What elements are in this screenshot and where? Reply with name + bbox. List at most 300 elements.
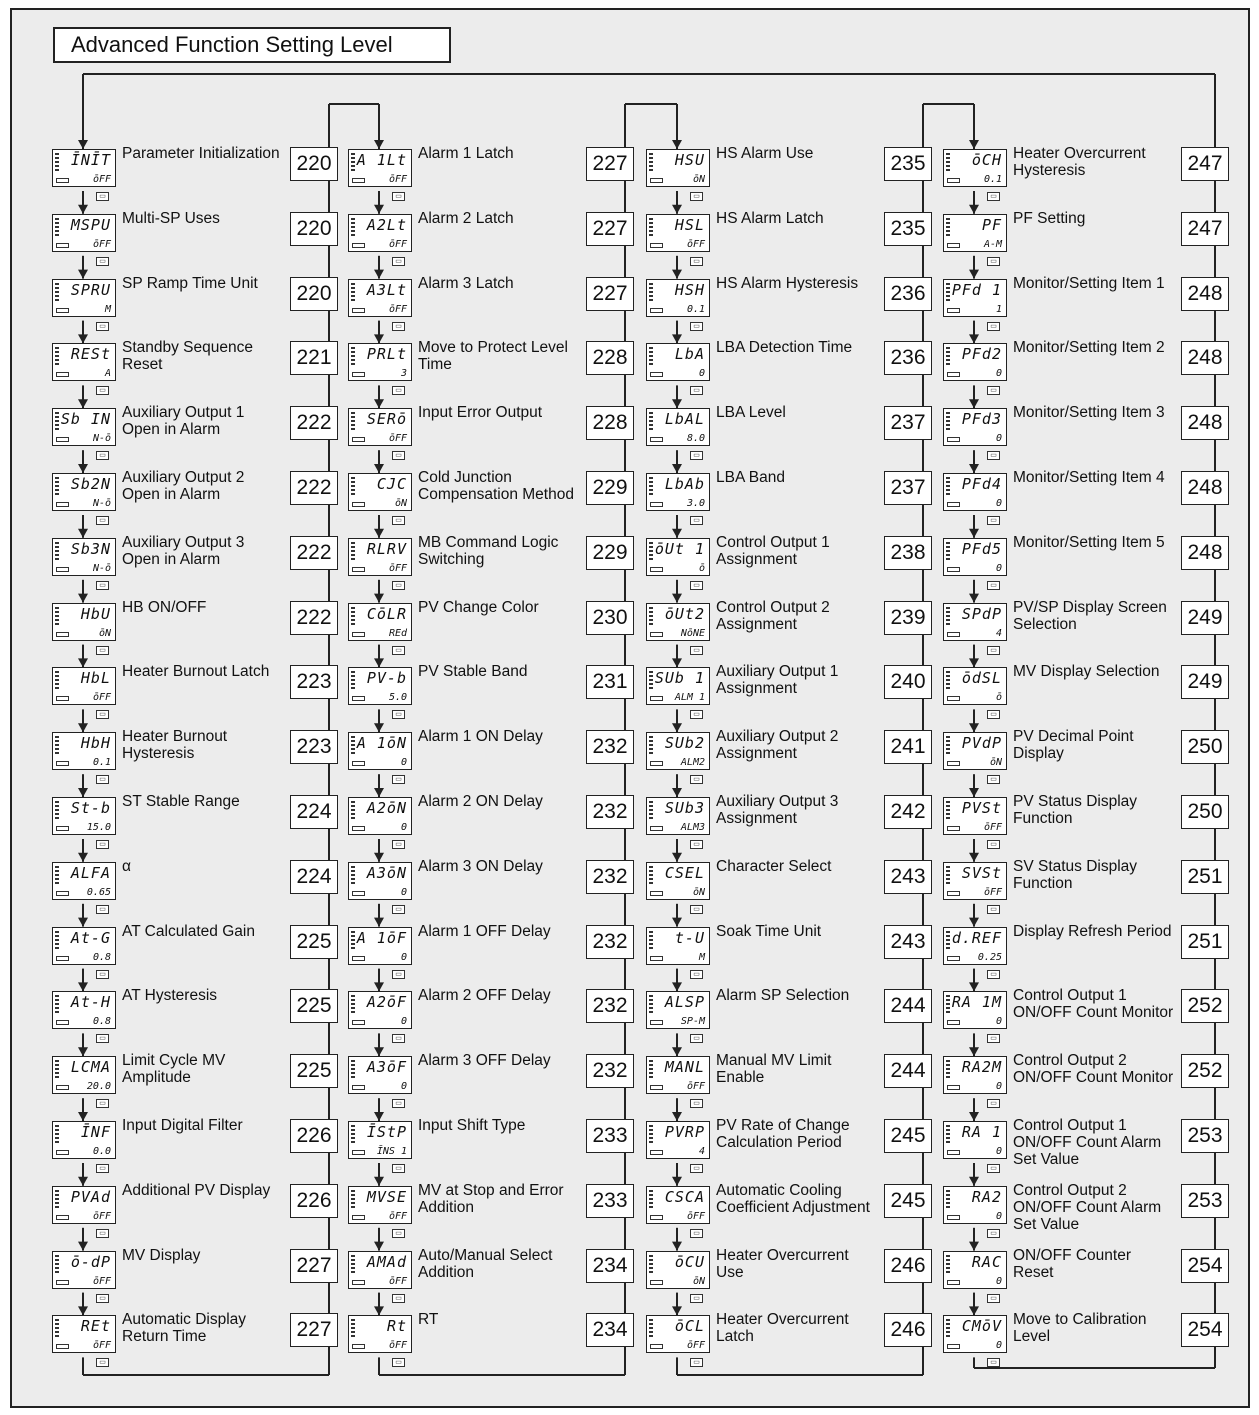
lcd-status-indicator <box>947 1344 960 1349</box>
parameter-item <box>943 858 1243 922</box>
parameter-code: RA 1 <box>961 1123 1002 1141</box>
lcd-status-indicator <box>650 1085 663 1090</box>
parameter-value: ōFF <box>388 303 407 315</box>
parameter-value: ALM3 <box>680 822 705 833</box>
parameter-item <box>52 1117 352 1181</box>
parameter-item <box>646 858 946 922</box>
page-number: 243 <box>884 925 932 959</box>
page-number: 221 <box>290 341 338 375</box>
lcd-indicator-bars <box>351 995 355 1013</box>
page-number: 244 <box>884 1054 932 1088</box>
mode-key-icon: ▭ <box>96 1229 109 1238</box>
lcd-display <box>348 279 412 317</box>
parameter-code: PVRP <box>664 1123 705 1141</box>
parameter-code: RESt <box>70 345 111 364</box>
mode-key-icon: ▭ <box>690 516 703 525</box>
page-number: 233 <box>586 1184 634 1218</box>
page-number: 220 <box>290 277 338 311</box>
parameter-item <box>646 1311 946 1375</box>
parameter-item <box>943 404 1243 468</box>
parameter-item <box>646 210 946 274</box>
lcd-display <box>348 538 412 576</box>
lcd-indicator-bars <box>649 1060 653 1078</box>
parameter-item <box>348 469 648 533</box>
parameter-value: M <box>698 951 705 963</box>
mode-key-icon: ▭ <box>392 1294 405 1303</box>
page-number: 229 <box>586 471 634 505</box>
parameter-item <box>52 728 352 792</box>
parameter-label: Input Error Output <box>418 404 543 422</box>
lcd-status-indicator <box>650 1150 663 1155</box>
lcd-indicator-bars <box>649 866 653 884</box>
lcd-display <box>52 991 116 1029</box>
parameter-code: LCMA <box>70 1058 111 1077</box>
parameter-code: Sb IN <box>60 410 111 429</box>
lcd-status-indicator <box>352 437 365 442</box>
lcd-indicator-bars <box>649 801 653 819</box>
lcd-status-indicator <box>56 632 69 637</box>
parameter-item <box>52 1182 352 1246</box>
lcd-indicator-bars <box>351 477 355 495</box>
lcd-display <box>646 279 710 317</box>
parameter-label: Heater Burnout Latch <box>122 663 270 681</box>
parameter-code: ōdSL <box>961 669 1002 688</box>
mode-key-icon: ▭ <box>96 451 109 460</box>
page-number: 238 <box>884 536 932 570</box>
lcd-indicator-bars <box>649 542 653 560</box>
page-number: 247 <box>1181 147 1229 181</box>
page-number: 232 <box>586 860 634 894</box>
lcd-indicator-bars <box>351 283 355 301</box>
parameter-code: t-U <box>674 928 705 947</box>
lcd-indicator-bars <box>55 1190 59 1208</box>
mode-key-icon: ▭ <box>392 386 405 395</box>
parameter-value: 0.1 <box>983 174 1002 185</box>
lcd-status-indicator <box>56 1085 69 1090</box>
page-number: 232 <box>586 925 634 959</box>
parameter-label: Alarm 1 OFF Delay <box>418 922 551 940</box>
mode-key-icon: ▭ <box>96 581 109 590</box>
parameter-label: SP Ramp Time Unit <box>122 274 258 292</box>
page-number: 245 <box>884 1184 932 1218</box>
parameter-value: A <box>104 368 111 380</box>
lcd-indicator-bars <box>946 283 950 301</box>
parameter-label: MB Command Logic Switching <box>418 533 559 568</box>
mode-key-icon: ▭ <box>392 1099 405 1108</box>
parameter-item <box>52 404 352 468</box>
mode-key-icon: ▭ <box>690 192 703 201</box>
parameter-label: Monitor/Setting Item 4 <box>1013 469 1165 486</box>
lcd-display <box>348 1056 412 1094</box>
parameter-item <box>348 1117 648 1181</box>
parameter-label: HB ON/OFF <box>122 598 207 616</box>
parameter-label: Automatic Cooling Coefficient Adjustment <box>716 1181 870 1216</box>
lcd-display <box>52 603 116 641</box>
lcd-indicator-bars <box>946 542 950 560</box>
lcd-display <box>348 797 412 835</box>
parameter-item <box>943 599 1243 663</box>
page-number: 222 <box>290 471 338 505</box>
page-number: 248 <box>1181 277 1229 311</box>
parameter-label: α <box>122 857 131 875</box>
lcd-indicator-bars <box>946 607 950 625</box>
parameter-code: A2ōF <box>366 993 407 1012</box>
parameter-code: ōUt 1 <box>654 539 705 558</box>
lcd-display <box>52 214 116 252</box>
parameter-label: Monitor/Setting Item 5 <box>1013 533 1165 551</box>
parameter-item <box>943 987 1243 1051</box>
parameter-code: ALFA <box>70 863 111 882</box>
parameter-value: ōFF <box>92 1340 111 1352</box>
parameter-value: 3.0 <box>686 498 705 509</box>
parameter-value: ōFF <box>388 1210 407 1222</box>
parameter-item <box>646 663 946 727</box>
page-number: 222 <box>290 406 338 440</box>
lcd-display <box>943 538 1007 576</box>
parameter-item <box>646 1247 946 1311</box>
parameter-item <box>943 469 1243 533</box>
lcd-indicator-bars <box>351 218 355 236</box>
lcd-indicator-bars <box>55 477 59 495</box>
lcd-display <box>348 408 412 446</box>
parameter-value: ōN <box>989 757 1002 769</box>
parameter-code: A 1Lt <box>356 151 407 169</box>
lcd-display <box>52 538 116 576</box>
parameter-item <box>52 469 352 533</box>
parameter-label: HS Alarm Latch <box>716 209 824 227</box>
lcd-indicator-bars <box>946 1319 950 1337</box>
parameter-label: Limit Cycle MV Amplitude <box>122 1052 226 1087</box>
lcd-status-indicator <box>352 696 365 701</box>
page-number: 220 <box>290 212 338 246</box>
mode-key-icon: ▭ <box>96 646 109 655</box>
parameter-code: CSCA <box>664 1187 705 1206</box>
parameter-code: At-G <box>70 928 111 947</box>
lcd-status-indicator <box>947 243 960 248</box>
lcd-indicator-bars <box>55 1125 59 1143</box>
parameter-item <box>348 534 648 598</box>
parameter-label: PV Rate of Change Calculation Period <box>716 1117 850 1151</box>
mode-key-icon: ▭ <box>96 840 109 849</box>
parameter-item <box>646 339 946 403</box>
page-number: 246 <box>884 1249 932 1283</box>
parameter-label: Alarm 3 OFF Delay <box>418 1052 551 1070</box>
mode-key-icon: ▭ <box>987 646 1000 655</box>
parameter-value: 0 <box>995 368 1002 380</box>
parameter-column <box>646 0 946 1415</box>
parameter-item <box>348 793 648 857</box>
lcd-status-indicator <box>56 1344 69 1349</box>
lcd-status-indicator <box>650 956 663 961</box>
lcd-display <box>348 732 412 770</box>
parameter-label: LBA Band <box>716 469 785 486</box>
parameter-value: ōFF <box>388 1340 407 1352</box>
lcd-display <box>943 214 1007 252</box>
lcd-display <box>52 279 116 317</box>
parameter-item <box>943 1182 1243 1246</box>
lcd-status-indicator <box>352 1280 365 1285</box>
lcd-status-indicator <box>56 1215 69 1220</box>
parameter-item <box>52 1052 352 1116</box>
parameter-code: St-b <box>70 799 111 817</box>
mode-key-icon: ▭ <box>987 1294 1000 1303</box>
mode-key-icon: ▭ <box>392 1034 405 1043</box>
parameter-item <box>943 923 1243 987</box>
lcd-indicator-bars <box>649 477 653 495</box>
page-number: 227 <box>586 147 634 181</box>
lcd-display <box>348 667 412 705</box>
parameter-code: HbL <box>80 669 111 688</box>
mode-key-icon: ▭ <box>392 1164 405 1173</box>
lcd-status-indicator <box>947 502 960 507</box>
parameter-label: Monitor/Setting Item 3 <box>1013 404 1165 422</box>
lcd-indicator-bars <box>946 801 950 819</box>
lcd-indicator-bars <box>351 1255 355 1273</box>
lcd-indicator-bars <box>649 347 653 365</box>
lcd-indicator-bars <box>351 1190 355 1208</box>
parameter-value: ōFF <box>388 433 407 445</box>
page-number: 227 <box>290 1249 338 1283</box>
lcd-display <box>943 927 1007 965</box>
lcd-indicator-bars <box>55 153 59 171</box>
mode-key-icon: ▭ <box>690 386 703 395</box>
parameter-value: 0 <box>995 1146 1002 1157</box>
mode-key-icon: ▭ <box>690 970 703 979</box>
parameter-item <box>943 728 1243 792</box>
lcd-indicator-bars <box>351 347 355 365</box>
parameter-code: d.REF <box>951 928 1002 947</box>
lcd-status-indicator <box>650 437 663 442</box>
mode-key-icon: ▭ <box>392 516 405 525</box>
page-number: 225 <box>290 989 338 1023</box>
page-number: 224 <box>290 860 338 894</box>
lcd-display <box>52 1315 116 1353</box>
mode-key-icon: ▭ <box>987 905 1000 914</box>
lcd-indicator-bars <box>946 218 950 236</box>
parameter-label: PV Decimal Point Display <box>1013 728 1134 763</box>
page-number: 226 <box>290 1184 338 1218</box>
lcd-display <box>943 991 1007 1029</box>
mode-key-icon: ▭ <box>392 1229 405 1238</box>
lcd-status-indicator <box>650 372 663 377</box>
parameter-item <box>943 534 1243 598</box>
lcd-indicator-bars <box>946 1190 950 1208</box>
page-number: 229 <box>586 536 634 570</box>
parameter-label: MV at Stop and Error Addition <box>418 1181 564 1216</box>
lcd-display <box>943 473 1007 511</box>
mode-key-icon: ▭ <box>392 710 405 719</box>
mode-key-icon: ▭ <box>690 710 703 719</box>
lcd-display <box>943 603 1007 641</box>
parameter-code: PFd3 <box>961 410 1002 429</box>
parameter-item <box>348 339 648 403</box>
parameter-value: 0 <box>400 1016 407 1028</box>
parameter-item <box>348 663 648 727</box>
parameter-value: ōFF <box>92 692 111 704</box>
lcd-display <box>646 1315 710 1353</box>
parameter-label: Auxiliary Output 3 Open in Alarm <box>122 533 245 568</box>
page-number: 223 <box>290 665 338 699</box>
parameter-item <box>52 663 352 727</box>
lcd-display <box>52 927 116 965</box>
mode-key-icon: ▭ <box>987 1358 1000 1367</box>
page-number: 253 <box>1181 1119 1229 1153</box>
parameter-value: 0 <box>995 433 1002 445</box>
mode-key-icon: ▭ <box>96 905 109 914</box>
parameter-item <box>52 275 352 339</box>
mode-key-icon: ▭ <box>690 905 703 914</box>
parameter-value: ĪNS 1 <box>376 1146 407 1157</box>
lcd-indicator-bars <box>946 1125 950 1143</box>
lcd-indicator-bars <box>351 801 355 819</box>
parameter-value: REd <box>388 627 407 639</box>
lcd-indicator-bars <box>946 1255 950 1273</box>
lcd-display <box>348 1315 412 1353</box>
parameter-code: A3ōN <box>366 863 407 882</box>
mode-key-icon: ▭ <box>987 970 1000 979</box>
parameter-value: 0 <box>995 562 1002 574</box>
lcd-status-indicator <box>56 437 69 442</box>
lcd-display <box>646 603 710 641</box>
lcd-indicator-bars <box>55 736 59 754</box>
lcd-status-indicator <box>947 1280 960 1285</box>
parameter-code: ĪStP <box>366 1123 407 1141</box>
parameter-label: Alarm 2 Latch <box>418 209 514 227</box>
lcd-indicator-bars <box>649 1190 653 1208</box>
lcd-status-indicator <box>947 761 960 766</box>
parameter-label: Parameter Initialization <box>122 145 280 162</box>
mode-key-icon: ▭ <box>392 192 405 201</box>
parameter-item <box>52 599 352 663</box>
parameter-label: Alarm 3 Latch <box>418 274 514 292</box>
lcd-display <box>646 1056 710 1094</box>
parameter-value: 0 <box>995 1340 1002 1352</box>
parameter-value: ō <box>995 692 1002 704</box>
lcd-indicator-bars <box>946 736 950 754</box>
mode-key-icon: ▭ <box>987 257 1000 266</box>
page-number: 232 <box>586 730 634 764</box>
lcd-display <box>943 862 1007 900</box>
page-number: 222 <box>290 601 338 635</box>
mode-key-icon: ▭ <box>690 1358 703 1367</box>
parameter-label: Auto/Manual Select Addition <box>418 1246 553 1281</box>
lcd-indicator-bars <box>55 412 59 430</box>
lcd-indicator-bars <box>946 412 950 430</box>
lcd-status-indicator <box>56 178 69 183</box>
page-number: 248 <box>1181 406 1229 440</box>
lcd-indicator-bars <box>351 1060 355 1078</box>
parameter-item <box>646 793 946 857</box>
lcd-indicator-bars <box>55 347 59 365</box>
parameter-value: ōN <box>692 174 705 185</box>
parameter-item <box>646 599 946 663</box>
page-number: 245 <box>884 1119 932 1153</box>
parameter-label: Manual MV Limit Enable <box>716 1052 832 1087</box>
lcd-status-indicator <box>947 956 960 961</box>
parameter-label: Move to Calibration Level <box>1013 1311 1147 1346</box>
lcd-status-indicator <box>947 1085 960 1090</box>
lcd-status-indicator <box>650 243 663 248</box>
parameter-code: SVSt <box>961 863 1002 882</box>
parameter-label: PV Status Display Function <box>1013 793 1138 827</box>
parameter-item <box>646 275 946 339</box>
parameter-code: ōCL <box>674 1317 705 1336</box>
page-number: 232 <box>586 989 634 1023</box>
parameter-item <box>943 663 1243 727</box>
parameter-item <box>52 987 352 1051</box>
parameter-item <box>646 145 946 209</box>
lcd-status-indicator <box>947 891 960 896</box>
parameter-value: N-ō <box>92 562 111 574</box>
lcd-indicator-bars <box>946 347 950 365</box>
page-number: 227 <box>290 1313 338 1347</box>
parameter-label: Additional PV Display <box>122 1181 271 1199</box>
lcd-display <box>943 279 1007 317</box>
page-number: 252 <box>1181 989 1229 1023</box>
parameter-value: ALM2 <box>680 757 705 769</box>
page-number: 242 <box>884 795 932 829</box>
lcd-indicator-bars <box>351 412 355 430</box>
parameter-item <box>52 145 352 209</box>
parameter-item <box>646 1052 946 1116</box>
parameter-item <box>943 1117 1243 1181</box>
mode-key-icon: ▭ <box>987 840 1000 849</box>
page-number: 227 <box>586 277 634 311</box>
parameter-label: Alarm 1 Latch <box>418 145 514 162</box>
mode-key-icon: ▭ <box>96 192 109 201</box>
parameter-code: PRLt <box>366 345 407 364</box>
lcd-status-indicator <box>352 308 365 313</box>
parameter-value: ōFF <box>686 1210 705 1222</box>
lcd-display <box>348 214 412 252</box>
lcd-status-indicator <box>352 243 365 248</box>
page-number: 239 <box>884 601 932 635</box>
lcd-display <box>646 343 710 381</box>
lcd-indicator-bars <box>55 1060 59 1078</box>
parameter-item <box>943 1311 1243 1375</box>
lcd-indicator-bars <box>946 1060 950 1078</box>
lcd-status-indicator <box>947 308 960 313</box>
parameter-code: PFd 1 <box>951 280 1002 299</box>
lcd-indicator-bars <box>351 736 355 754</box>
parameter-code: REt <box>80 1317 111 1336</box>
parameter-code: PFd5 <box>961 539 1002 558</box>
lcd-display <box>348 1251 412 1289</box>
mode-key-icon: ▭ <box>987 1229 1000 1238</box>
lcd-indicator-bars <box>351 1319 355 1337</box>
parameter-item <box>52 210 352 274</box>
parameter-item <box>943 145 1243 209</box>
parameter-code: SUb 1 <box>654 669 705 688</box>
mode-key-icon: ▭ <box>96 1034 109 1043</box>
lcd-indicator-bars <box>649 995 653 1013</box>
lcd-status-indicator <box>352 372 365 377</box>
lcd-display <box>646 862 710 900</box>
lcd-indicator-bars <box>55 671 59 689</box>
lcd-indicator-bars <box>649 931 653 949</box>
lcd-display <box>52 1121 116 1159</box>
parameter-label: Input Shift Type <box>418 1117 526 1134</box>
parameter-value: 0.25 <box>977 951 1002 963</box>
parameter-value: 0 <box>400 951 407 963</box>
parameter-code: SERō <box>366 410 407 429</box>
page-number: 236 <box>884 277 932 311</box>
parameter-value: ōFF <box>983 886 1002 898</box>
parameter-code: PFd4 <box>961 475 1002 493</box>
parameter-value: 1 <box>995 303 1002 315</box>
parameter-item <box>646 1117 946 1181</box>
parameter-label: Heater Burnout Hysteresis <box>122 728 228 763</box>
